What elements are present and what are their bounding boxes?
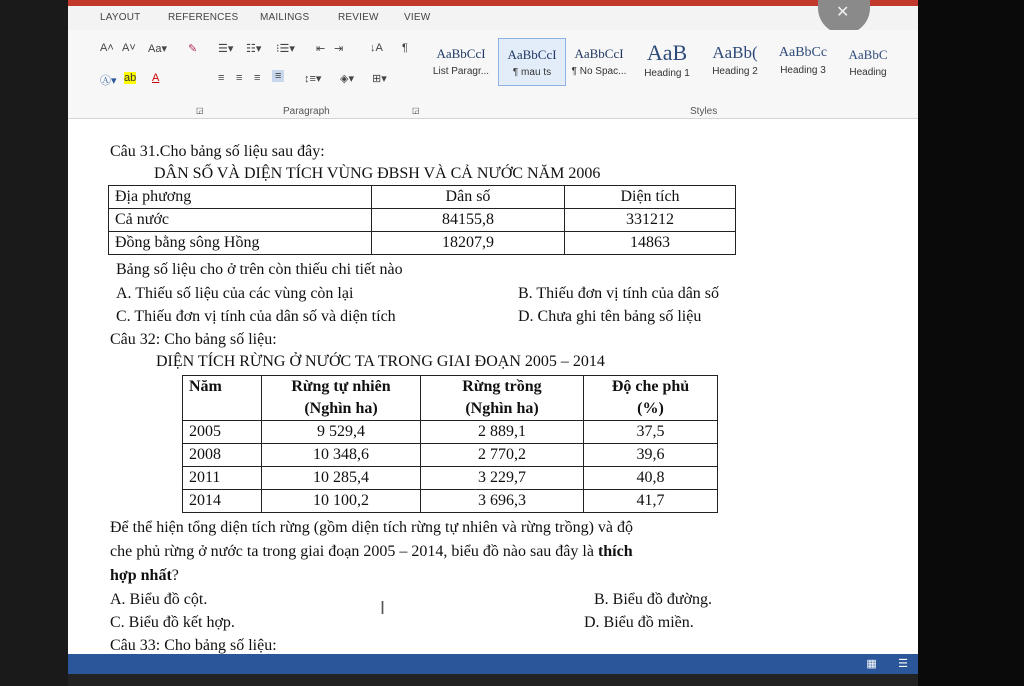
q31-option-d: D. Chưa ghi tên bảng số liệu — [518, 308, 702, 325]
style-name: ¶ mau ts — [512, 67, 552, 78]
table-row — [183, 444, 718, 467]
align-left-icon[interactable]: ≡ — [218, 72, 225, 84]
style-sample: AaBbCcI — [436, 46, 486, 61]
table-cell: 2008 — [183, 444, 262, 467]
table-cell: 2005 — [183, 421, 262, 444]
borders-icon[interactable]: ⊞▾ — [372, 73, 387, 85]
table-cell: 2 889,1 — [421, 421, 584, 444]
table-cell: Đồng bằng sông Hồng — [109, 232, 372, 255]
numbering-icon[interactable]: ☷▾ — [246, 43, 262, 55]
ribbon-home — [68, 30, 918, 119]
table-row — [183, 421, 718, 444]
table2-title: DIỆN TÍCH RỪNG Ở NƯỚC TA TRONG GIAI ĐOẠN 2005 – 2014 — [156, 353, 605, 370]
q32-option-b: B. Biểu đồ đường. — [594, 591, 713, 608]
table-header-cell — [421, 376, 584, 421]
q32-text-line-2-main: che phủ rừng ở nước ta trong giai đoạn 2005 – 2014, biểu đồ nào sau đây là — [110, 543, 598, 560]
ribbon-tabs — [68, 6, 918, 30]
highlight-icon[interactable]: ab — [124, 72, 137, 84]
increase-indent-icon[interactable]: ⇥ — [334, 43, 344, 55]
style-no-spacing[interactable] — [566, 38, 632, 84]
font-color-icon[interactable]: A — [152, 72, 160, 84]
bottom-dark-strip — [68, 674, 918, 686]
word-window — [68, 0, 918, 686]
table-row — [109, 232, 736, 255]
paragraph-dialog-launcher-icon[interactable]: ◲ — [412, 106, 420, 115]
q32-option-a: A. Biểu đồ cột. — [110, 591, 208, 608]
tab-view[interactable]: VIEW — [404, 12, 431, 23]
table-cell: 3 696,3 — [421, 490, 584, 513]
align-right-icon[interactable]: ≡ — [254, 72, 261, 84]
multilevel-list-icon[interactable]: ⁝☰▾ — [276, 43, 295, 55]
table1-title: DÂN SỐ VÀ DIỆN TÍCH VÙNG ĐBSH VÀ CẢ NƯỚC NĂM 2006 — [154, 165, 601, 182]
table-cell: 10 100,2 — [262, 490, 421, 513]
table-cell: 37,5 — [584, 421, 718, 444]
table-header-cell — [183, 376, 262, 421]
q31-option-b: B. Thiếu đơn vị tính của dân số — [518, 285, 720, 302]
tab-layout[interactable]: LAYOUT — [100, 12, 141, 23]
bullets-icon[interactable]: ☰▾ — [218, 43, 234, 55]
table-header-cell — [584, 376, 718, 421]
sort-icon[interactable]: ↓A — [370, 42, 383, 54]
shading-icon[interactable]: ◈▾ — [340, 73, 354, 85]
table-cell: 331212 — [565, 209, 736, 232]
q32-emphasis-hop-nhat: hợp nhất — [110, 567, 172, 584]
justify-icon[interactable]: ≡ — [272, 70, 284, 82]
table-cell: 10 348,6 — [262, 444, 421, 467]
table-cell: 2014 — [183, 490, 262, 513]
style-name: List Paragr... — [432, 66, 490, 77]
document-page[interactable] — [98, 119, 898, 654]
q32-text-line-1: Để thể hiện tổng diện tích rừng (gồm diện tích rừng tự nhiên và rừng trồng) và độ — [110, 519, 634, 536]
table-cell: 18207,9 — [372, 232, 565, 255]
table-cell: 14863 — [565, 232, 736, 255]
table-cell: 84155,8 — [372, 209, 565, 232]
table-cell: Cả nước — [109, 209, 372, 232]
table-row — [183, 376, 718, 421]
q33-title: Câu 33: Cho bảng số liệu: — [110, 637, 277, 654]
table-header-cell: Địa phương — [109, 186, 372, 209]
style-name: Heading 1 — [644, 68, 690, 79]
paragraph-group-label: Paragraph — [283, 106, 330, 117]
header-line: Độ che phủ — [611, 378, 690, 395]
table-cell: 2011 — [183, 467, 262, 490]
right-dark-margin — [918, 0, 1024, 686]
q32-text-line-3 — [110, 567, 179, 585]
text-cursor-icon: I — [380, 598, 386, 618]
header-line: Rừng trồng — [462, 378, 542, 395]
font-dialog-launcher-icon[interactable]: ◲ — [196, 106, 204, 115]
tab-review[interactable]: REVIEW — [338, 12, 379, 23]
shrink-font-icon[interactable]: A˅ — [122, 42, 136, 54]
header-line: Năm — [189, 378, 222, 395]
q31-question: Bảng số liệu cho ở trên còn thiếu chi tiết nào — [116, 261, 403, 278]
table-row — [109, 209, 736, 232]
decrease-indent-icon[interactable]: ⇤ — [316, 43, 326, 55]
q32-option-c: C. Biểu đồ kết hợp. — [110, 614, 235, 631]
table-header-cell — [262, 376, 421, 421]
table-cell: 40,8 — [584, 467, 718, 490]
q31-title: Câu 31.Cho bảng số liệu sau đây: — [110, 143, 325, 160]
table-cell: 2 770,2 — [421, 444, 584, 467]
q32-emphasis-thich: thích — [597, 543, 633, 560]
table-cell: 9 529,4 — [262, 421, 421, 444]
table1 — [108, 185, 736, 255]
header-line: (Nghìn ha) — [465, 400, 539, 417]
q32-title: Câu 32: Cho bảng số liệu: — [110, 331, 277, 348]
style-mau-ts[interactable] — [498, 38, 566, 86]
q32-question-mark: ? — [171, 567, 179, 584]
style-name: Heading 3 — [780, 65, 826, 76]
tab-references[interactable]: REFERENCES — [168, 12, 239, 23]
table-row — [183, 467, 718, 490]
style-sample: AaBbCc — [778, 45, 828, 60]
styles-group-label: Styles — [690, 106, 718, 117]
style-sample: AaB — [646, 40, 688, 65]
table-cell: 41,7 — [584, 490, 718, 513]
pilcrow-icon[interactable]: ¶ — [402, 42, 408, 54]
style-heading[interactable] — [838, 38, 898, 84]
q32-text-line-2 — [110, 543, 633, 561]
table-cell: 3 229,7 — [421, 467, 584, 490]
table-header-cell: Dân số — [372, 186, 565, 209]
table-cell: 39,6 — [584, 444, 718, 467]
table2 — [182, 375, 718, 513]
q32-option-d: D. Biểu đồ miền. — [584, 614, 694, 631]
header-line: (%) — [637, 400, 664, 417]
mic-off-icon: ✕ — [836, 4, 850, 21]
left-dark-margin — [0, 0, 68, 686]
style-heading-3[interactable] — [770, 38, 836, 84]
clear-format-icon[interactable]: ✎ — [188, 43, 198, 55]
text-effects-icon[interactable]: Ⓐ▾ — [100, 75, 117, 87]
table-cell: 10 285,4 — [262, 467, 421, 490]
style-name: ¶ No Spac... — [571, 66, 627, 77]
tab-mailings[interactable]: MAILINGS — [260, 12, 310, 23]
header-line: (Nghìn ha) — [304, 400, 378, 417]
header-line: Rừng tự nhiên — [291, 378, 391, 395]
line-spacing-icon[interactable]: ↕≡▾ — [304, 73, 322, 85]
style-name: Heading 2 — [712, 66, 758, 77]
align-center-icon[interactable]: ≡ — [236, 72, 243, 84]
view-mode-icons[interactable]: ▦ ☰ — [866, 658, 908, 670]
style-list-paragraph[interactable] — [428, 38, 494, 84]
grow-font-icon[interactable]: A˄ — [100, 42, 114, 54]
style-heading-2[interactable] — [702, 38, 768, 84]
style-heading-1[interactable] — [634, 38, 700, 84]
style-sample: AaBbC — [848, 47, 888, 62]
table-header-cell: Diện tích — [565, 186, 736, 209]
table-row — [183, 490, 718, 513]
style-sample: AaBb( — [712, 43, 758, 62]
change-case-icon[interactable]: Aa▾ — [148, 43, 167, 55]
style-sample: AaBbCcI — [574, 46, 624, 61]
status-bar — [68, 654, 918, 674]
q31-option-a: A. Thiếu số liệu của các vùng còn lại — [116, 285, 354, 302]
q31-option-c: C. Thiếu đơn vị tính của dân số và diện tích — [116, 308, 396, 325]
style-sample: AaBbCcI — [507, 47, 557, 62]
style-name: Heading — [849, 67, 887, 78]
table-row — [109, 186, 736, 209]
